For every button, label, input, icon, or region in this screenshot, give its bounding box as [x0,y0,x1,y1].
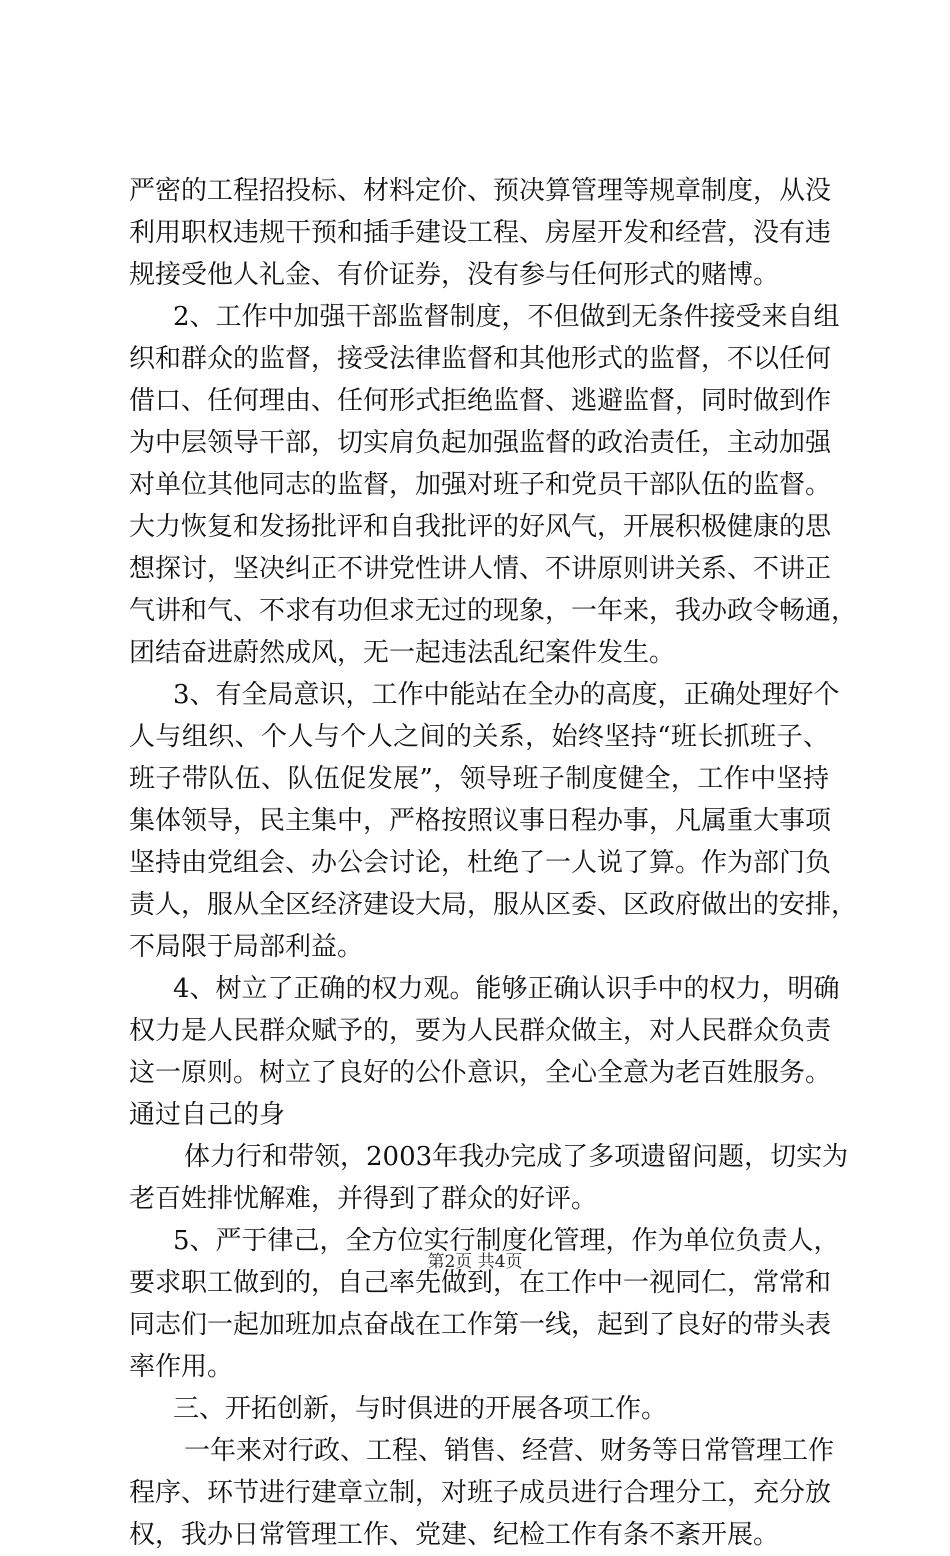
text-line: 团结奋进蔚然成风，无一起违法乱纪案件发生。 [129,638,676,668]
text-line: 老百姓排忧解难，并得到了群众的好评。 [129,1184,598,1214]
text-line: 为中层领导干部，切实肩负起加强监督的政治责任，主动加强 [129,428,832,458]
text-line: 5、严于律己，全方位实行制度化管理，作为单位负责人， [173,1226,840,1256]
text-line: 班子带队伍、队伍促发展”，领导班子制度健全，工作中坚持 [129,764,829,794]
text-line: 利用职权违规干预和插手建设工程、房屋开发和经营，没有违 [129,218,832,248]
text-line: 2、工作中加强干部监督制度，不但做到无条件接受来自组 [173,302,840,332]
text-line: 这一原则。树立了良好的公仆意识，全心全意为老百姓服务。 [129,1058,832,1088]
text-line: 程序、环节进行建章立制，对班子成员进行合理分工，充分放 [129,1478,832,1508]
text-line: 织和群众的监督，接受法律监督和其他形式的监督，不以任何 [129,344,832,374]
text-line: 一年来对行政、工程、销售、经营、财务等日常管理工作 [184,1436,835,1466]
text-line: 严密的工程招投标、材料定价、预决算管理等规章制度，从没 [129,176,832,206]
text-line: 责人，服从全区经济建设大局，服从区委、区政府做出的安排， [129,890,858,920]
text-line: 对单位其他同志的监督，加强对班子和党员干部队伍的监督。 [129,470,832,500]
text-line: 3、有全局意识，工作中能站在全办的高度，正确处理好个 [173,680,840,710]
text-line: 权力是人民群众赋予的，要为人民群众做主，对人民群众负责 [129,1016,832,1046]
text-line: 借口、任何理由、任何形式拒绝监督、逃避监督，同时做到作 [129,386,832,416]
text-line: 通过自己的身 [129,1100,286,1130]
text-line: 气讲和气、不求有功但求无过的现象，一年来，我办政令畅通， [129,596,858,626]
text-line: 率作用。 [129,1352,234,1382]
text-line: 体力行和带领，2003年我办完成了多项遗留问题，切实为 [184,1142,849,1172]
page-number-footer: 第2页 共4页 [427,1252,523,1272]
section-heading: 三、开拓创新，与时俱进的开展各项工作。 [173,1394,668,1424]
text-line: 要求职工做到的，自己率先做到，在工作中一视同仁，常常和 [129,1268,832,1298]
text-line: 权，我办日常管理工作、党建、纪检工作有条不紊开展。 [129,1520,780,1550]
text-line: 同志们一起加班加点奋战在工作第一线，起到了良好的带头表 [129,1310,832,1340]
text-line: 规接受他人礼金、有价证券，没有参与任何形式的赌博。 [129,260,780,290]
text-line: 坚持由党组会、办公会讨论，杜绝了一人说了算。作为部门负 [129,848,832,878]
text-line: 4、树立了正确的权力观。能够正确认识手中的权力，明确 [173,974,840,1004]
text-line: 不局限于局部利益。 [129,932,364,962]
text-line: 人与组织、个人与个人之间的关系，始终坚持“班长抓班子、 [129,722,829,752]
text-line: 大力恢复和发扬批评和自我批评的好风气，开展积极健康的思 [129,512,832,542]
text-line: 集体领导，民主集中，严格按照议事日程办事，凡属重大事项 [129,806,832,836]
text-line: 想探讨，坚决纠正不讲党性讲人情、不讲原则讲关系、不讲正 [129,554,832,584]
body-text [129,170,858,1556]
